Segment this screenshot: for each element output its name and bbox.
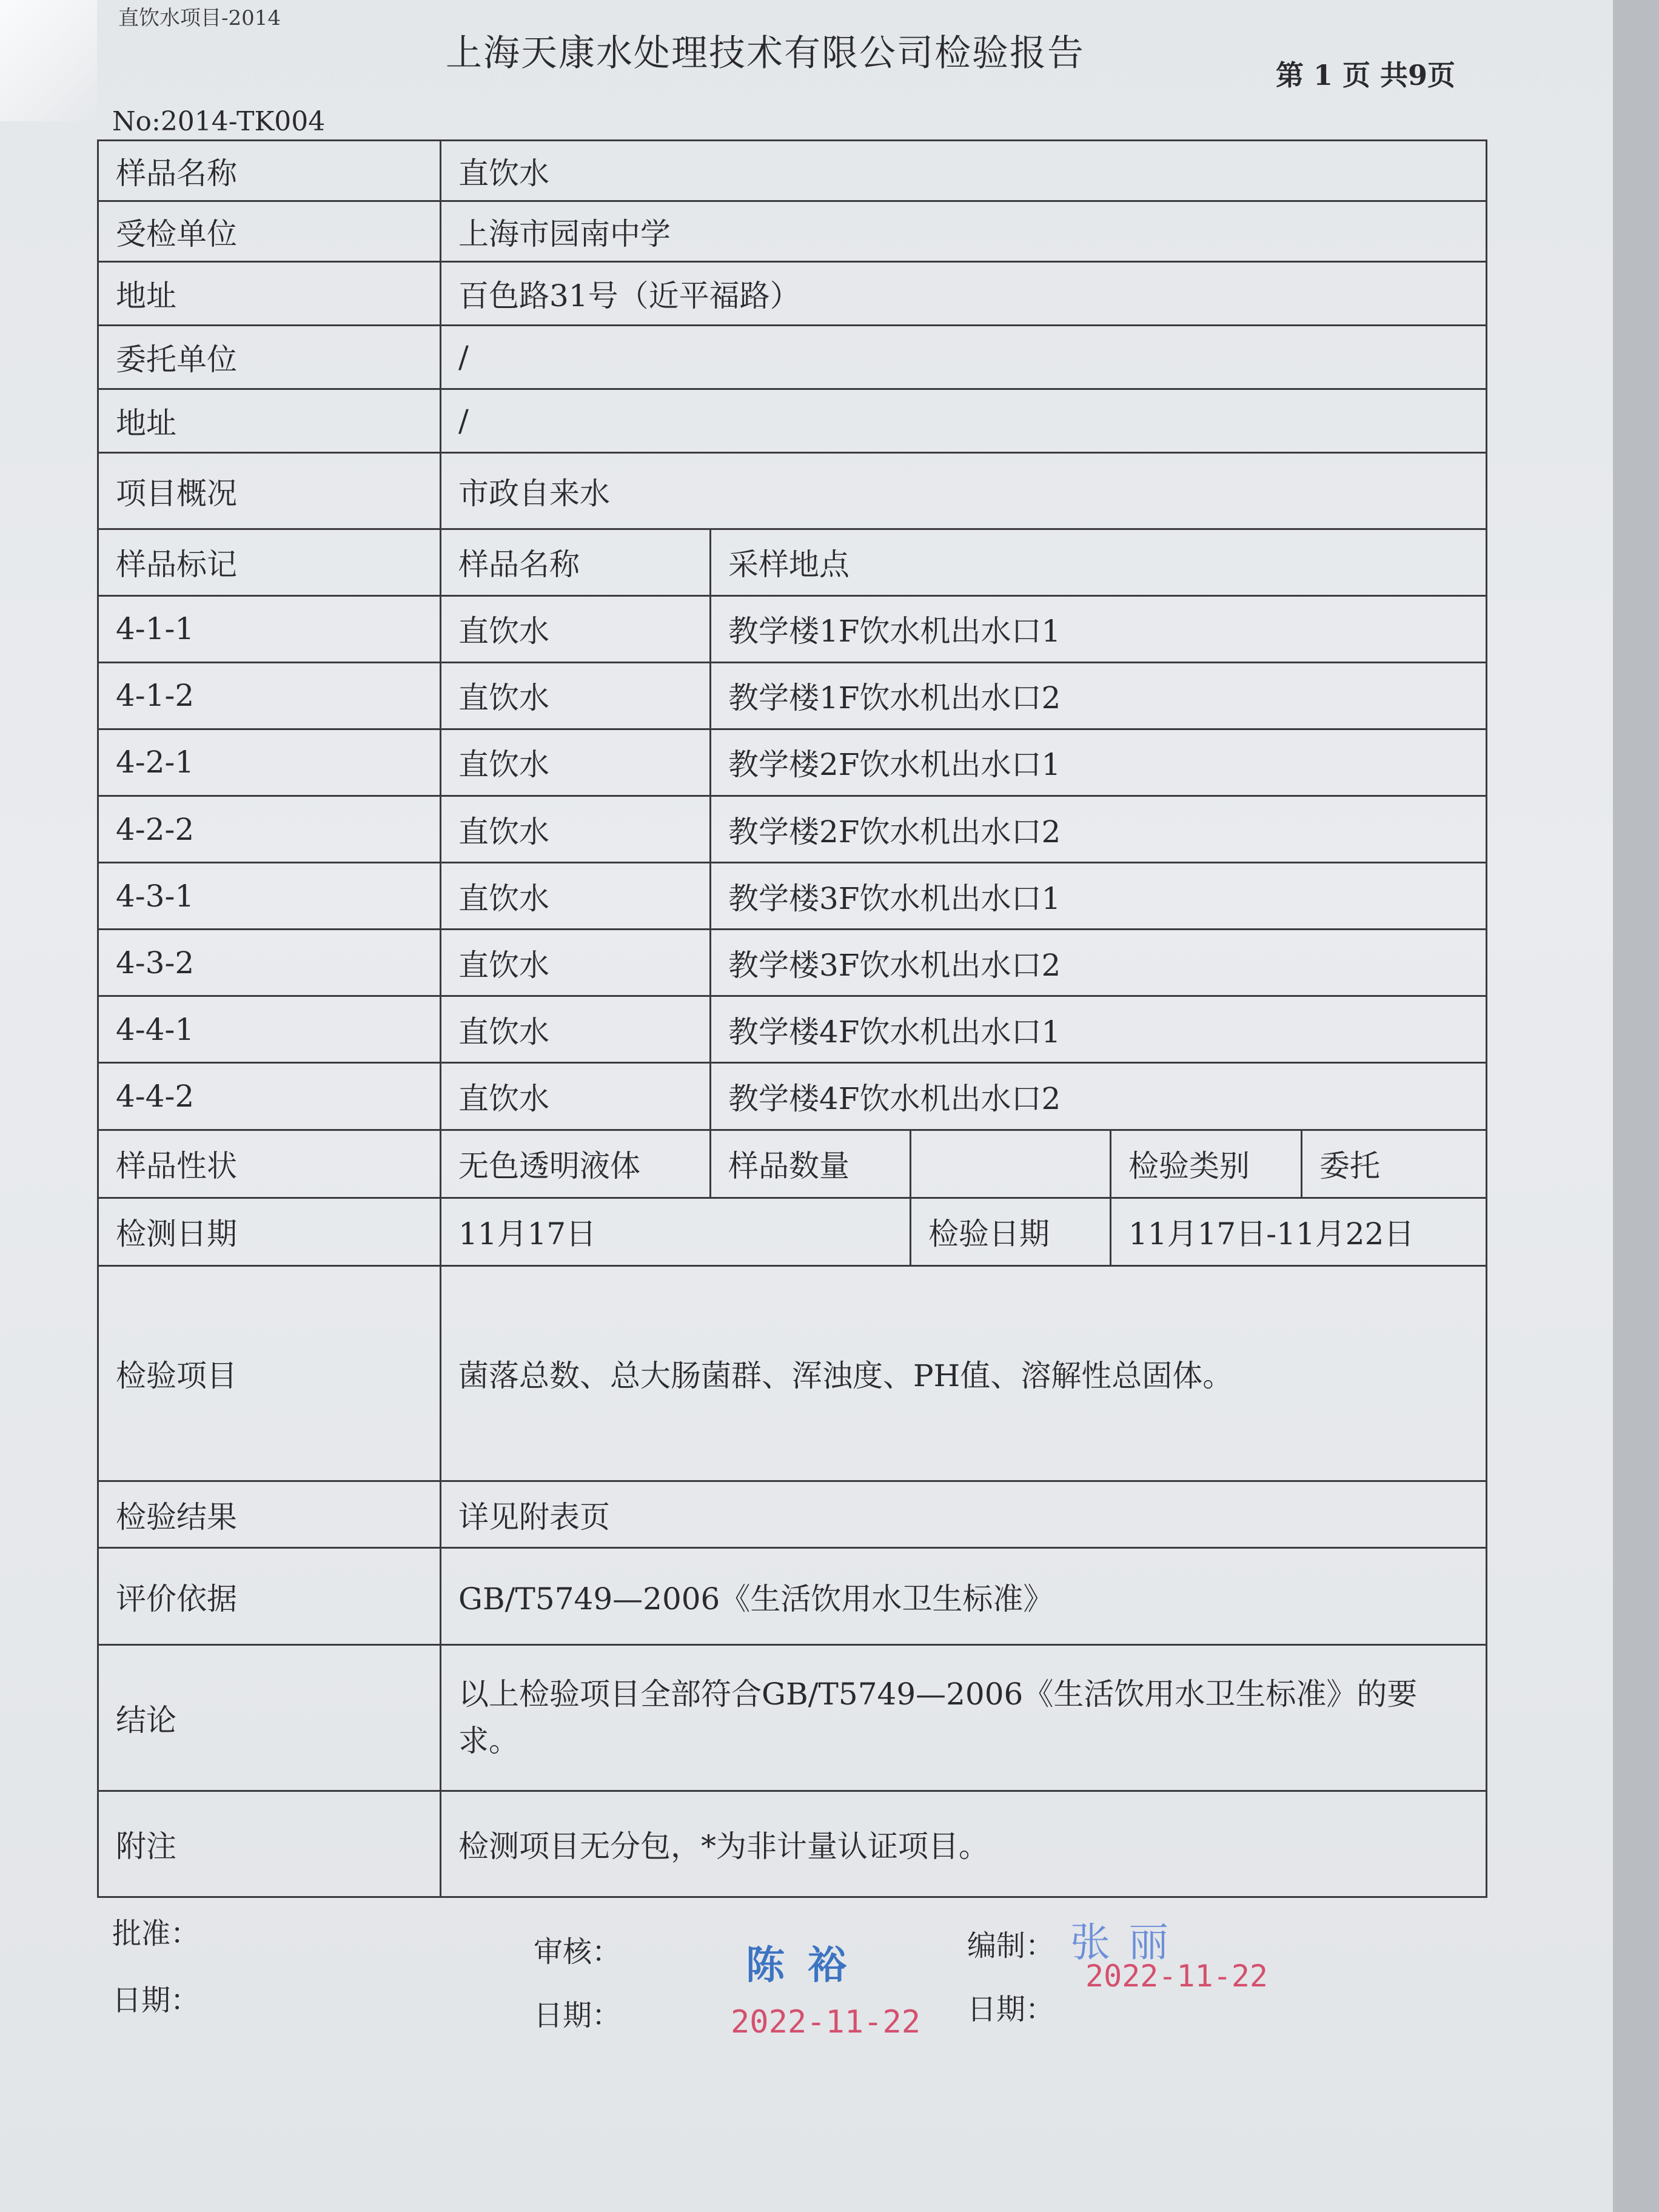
row-sample-name [98, 141, 1487, 201]
sample-name: 直饮水 [441, 863, 711, 930]
sample-location: 教学楼3F饮水机出水口1 [711, 863, 1487, 930]
sample-name-label: 样品名称 [98, 141, 441, 201]
compile-date-label: 日期： [967, 1992, 1055, 2026]
reviewer-signature-stamp: 陈裕 [746, 1943, 870, 1988]
sample-name: 直饮水 [441, 662, 711, 729]
sample-location: 教学楼2F饮水机出水口1 [711, 729, 1487, 796]
review-date-label: 日期： [534, 1999, 622, 2033]
row-inspection-items [98, 1265, 1487, 1481]
sample-location: 教学楼2F饮水机出水口2 [711, 796, 1487, 863]
row-inspected-unit [98, 201, 1487, 262]
row-evaluation-basis [98, 1548, 1487, 1645]
sample-row [98, 996, 1487, 1063]
conclusion-value: 以上检验项目全部符合GB/T5749—2006《生活饮用水卫生标准》的要求。 [441, 1645, 1487, 1791]
row-conclusion [98, 1645, 1487, 1791]
row-sample-character [98, 1130, 1487, 1198]
header-note: 直饮水项目-2014 [118, 6, 281, 30]
report-table [97, 139, 1487, 1898]
sample-row [98, 1063, 1487, 1130]
character-label: 样品性状 [98, 1130, 441, 1198]
approve-label: 批准： [112, 1917, 200, 1951]
row-note [98, 1791, 1487, 1897]
sample-row [98, 930, 1487, 996]
address-label: 地址 [98, 262, 441, 326]
report-number: No:2014-TK004 [112, 106, 326, 137]
basis-label: 评价依据 [98, 1548, 441, 1645]
sample-name: 直饮水 [441, 729, 711, 796]
test-date-label: 检测日期 [98, 1198, 441, 1265]
compile-label: 编制： [967, 1929, 1055, 1963]
client-address-value: / [441, 389, 1487, 453]
inspect-date-value: 11月17日-11月22日 [1111, 1198, 1487, 1265]
client-address-label: 地址 [98, 389, 441, 453]
sample-location: 教学楼4F饮水机出水口1 [711, 996, 1487, 1063]
character-value: 无色透明液体 [441, 1130, 711, 1198]
sample-name: 直饮水 [441, 1063, 711, 1130]
items-label: 检验项目 [98, 1265, 441, 1481]
test-date-value: 11月17日 [441, 1198, 911, 1265]
sample-mark-header: 样品标记 [98, 529, 441, 595]
sample-row [98, 662, 1487, 729]
sample-name-value: 直饮水 [441, 141, 1487, 201]
quantity-label: 样品数量 [711, 1130, 911, 1198]
sample-name: 直饮水 [441, 930, 711, 996]
sample-name-header: 样品名称 [441, 529, 711, 595]
client-unit-label: 委托单位 [98, 326, 441, 389]
row-project [98, 453, 1487, 529]
sample-location: 教学楼1F饮水机出水口2 [711, 662, 1487, 729]
row-address-1 [98, 262, 1487, 326]
client-unit-value: / [441, 326, 1487, 389]
sample-location: 教学楼3F饮水机出水口2 [711, 930, 1487, 996]
sample-mark: 4-2-1 [98, 729, 441, 796]
sample-mark: 4-1-1 [98, 595, 441, 662]
inspected-unit-value: 上海市园南中学 [441, 201, 1487, 262]
inspect-date-label: 检验日期 [911, 1198, 1111, 1265]
items-value: 菌落总数、总大肠菌群、浑浊度、PH值、溶解性总固体。 [441, 1265, 1487, 1481]
basis-value: GB/T5749—2006《生活饮用水卫生标准》 [441, 1548, 1487, 1645]
note-label: 附注 [98, 1791, 441, 1897]
compile-date-stamp: 2022-11-22 [1085, 1959, 1269, 1994]
sample-row [98, 863, 1487, 930]
compiler-signature-stamp: 张丽 [1070, 1919, 1187, 1966]
sample-name: 直饮水 [441, 796, 711, 863]
sample-name: 直饮水 [441, 996, 711, 1063]
review-label: 审核： [534, 1935, 622, 1969]
sample-mark: 4-3-2 [98, 930, 441, 996]
project-value: 市政自来水 [441, 453, 1487, 529]
row-address-2 [98, 389, 1487, 453]
row-inspection-result [98, 1481, 1487, 1548]
category-label: 检验类别 [1111, 1130, 1302, 1198]
conclusion-label: 结论 [98, 1645, 441, 1791]
inspected-unit-label: 受检单位 [98, 201, 441, 262]
row-sample-header [98, 529, 1487, 595]
category-value: 委托 [1302, 1130, 1487, 1198]
signature-area [112, 1910, 1507, 2092]
sample-mark: 4-4-2 [98, 1063, 441, 1130]
result-label: 检验结果 [98, 1481, 441, 1548]
sample-row [98, 729, 1487, 796]
page-info: 第 1 页 共9页 [1275, 59, 1455, 92]
row-dates [98, 1198, 1487, 1265]
result-value: 详见附表页 [441, 1481, 1487, 1548]
sample-mark: 4-4-1 [98, 996, 441, 1063]
sample-mark: 4-3-1 [98, 863, 441, 930]
report-title: 上海天康水处理技术有限公司检验报告 [446, 32, 1085, 75]
sample-location: 教学楼1F饮水机出水口1 [711, 595, 1487, 662]
review-date-stamp: 2022-11-22 [731, 2004, 921, 2040]
sample-location-header: 采样地点 [711, 529, 1487, 595]
row-client-unit [98, 326, 1487, 389]
sample-location: 教学楼4F饮水机出水口2 [711, 1063, 1487, 1130]
sample-mark: 4-2-2 [98, 796, 441, 863]
project-label: 项目概况 [98, 453, 441, 529]
address-value: 百色路31号（近平福路） [441, 262, 1487, 326]
sample-name: 直饮水 [441, 595, 711, 662]
quantity-value [911, 1130, 1111, 1198]
approve-date-label: 日期： [112, 1983, 200, 2017]
sample-row [98, 796, 1487, 863]
sample-mark: 4-1-2 [98, 662, 441, 729]
page-curl [0, 0, 97, 121]
note-value: 检测项目无分包，*为非计量认证项目。 [441, 1791, 1487, 1897]
sample-row [98, 595, 1487, 662]
